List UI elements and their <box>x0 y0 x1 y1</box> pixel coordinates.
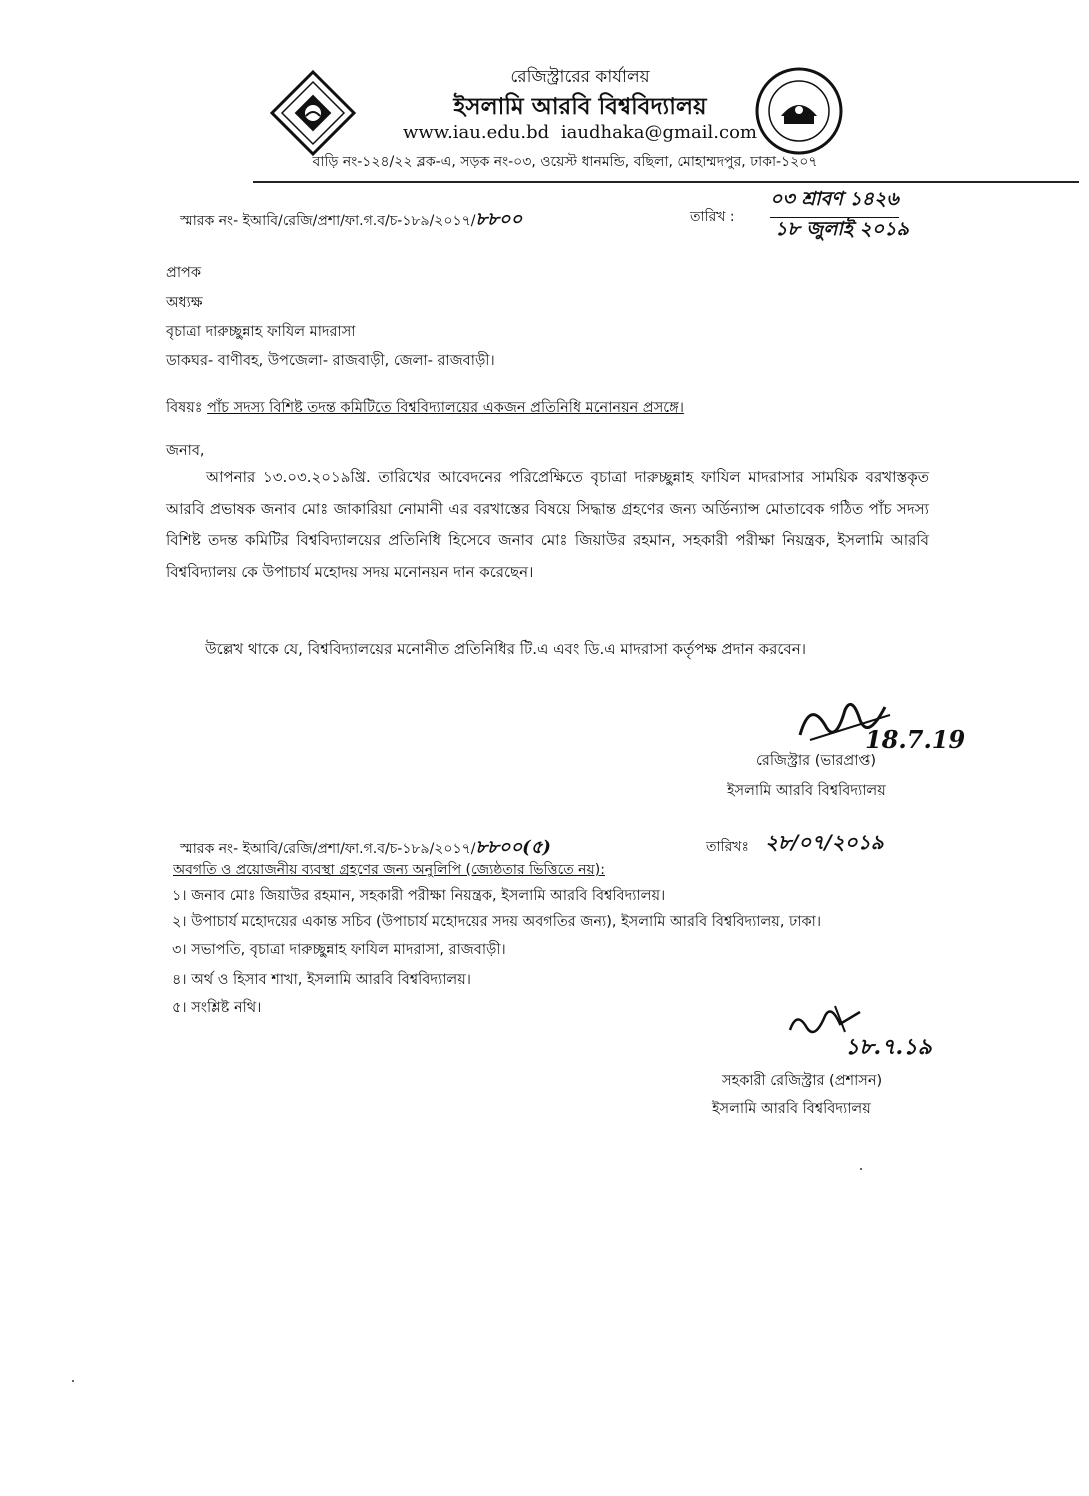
memo-ref-printed: স্মারক নং- ইআবি/রেজি/প্রশা/ফা.গ.ব/চ-১৮৯/২০১৭/ <box>180 213 476 229</box>
memo-reference <box>180 205 522 236</box>
copy-heading: অবগতি ও প্রয়োজনীয় ব্যবস্থা গ্রহণের জন্য অনুলিপি (জ্যেষ্ঠতার ভিত্তিতে নয়): <box>173 862 605 878</box>
assistant-registrar-title: সহকারী রেজিস্ট্রার (প্রশাসন) <box>722 1073 883 1089</box>
recipient-address: ডাকঘর- বাণীবহ, উপজেলা- রাজবাড়ী, জেলা- রাজবাড়ী। <box>166 353 495 369</box>
memo-date-label: তারিখ : <box>690 209 735 225</box>
registrar-signature-date: 18.7.19 <box>865 725 966 754</box>
memo-ref-handwritten: ৮৮০০ <box>475 209 523 230</box>
copy-date-label: তারিখঃ <box>706 839 749 855</box>
subject-label: বিষয়ঃ <box>166 400 203 416</box>
copy-date-handwritten: ২৮/০৭/২০১৯ <box>765 830 884 854</box>
assistant-registrar-signature-date: ১৮.৭.১৯ <box>845 1034 932 1060</box>
website-link[interactable]: www.iau.edu.bd <box>402 122 550 143</box>
list-item: ৫। সংশ্লিষ্ট নথি। <box>172 1000 262 1016</box>
copy-ref-printed: স্মারক নং- ইআবি/রেজি/প্রশা/ফা.গ.ব/চ-১৮৯/২০১৭/ <box>180 841 476 857</box>
subject-line <box>166 397 684 421</box>
address-line: বাড়ি নং-১২৪/২২ ব্লক-এ, সড়ক নং-০৩, ওয়েস্ট ধানমন্ডি, বছিলা, মোহাম্মদপুর, ঢাকা-১২০৭ <box>312 154 818 170</box>
header-rule <box>253 181 1079 183</box>
subject-text: পাঁচ সদস্য বিশিষ্ট তদন্ত কমিটিতে বিশ্ববিদ্যালয়ের একজন প্রতিনিধি মনোনয়ন প্রসঙ্গে। <box>207 400 684 416</box>
assistant-registrar-org: ইসলামি আরবি বিশ্ববিদ্যালয় <box>712 1101 871 1117</box>
memo-date-bangla: ০৩ শ্রাবণ ১৪২৬ <box>770 185 899 218</box>
body-paragraph-1: আপনার ১৩.০৩.২০১৯খ্রি. তারিখের আবেদনের পরিপ্রেক্ষিতে বৃচাত্রা দারুচ্ছুন্নাহ ফাযিল মাদরাসার সাময়িক বরখাস্তকৃত আরবি প্রভাষক জনাব মোঃ জাকারিয়া নোমানী এর বরখাস্তের বিষয়ে সিদ্ধান্ত গ্রহণের জন্য অর্ডিন্যান্স মোতাবেক গঠিত পাঁচ সদস্য বিশিষ্ট তদন্ত কমিটির বিশ্ববিদ্যালয়ের প্রতিনিধি হিসেবে জনাব মোঃ জিয়াউর রহমান, সহকারী পরীক্ষা নিয়ন্ত্রক, ইসলামি আরবি বিশ্ববিদ্যালয় কে উপাচার্য মহোদয় সদয় মনোনয়ন দান করেছেন। <box>166 468 929 581</box>
list-item: ৩। সভাপতি, বৃচাত্রা দারুচ্ছুন্নাহ ফাযিল মাদরাসা, রাজবাড়ী। <box>172 942 506 958</box>
email-link[interactable]: iaudhaka@gmail.com <box>560 122 757 143</box>
list-item: ২। উপাচার্য মহোদয়ের একান্ত সচিব (উপাচার্য মহোদয়ের সদয় অবগতির জন্য), ইসলামি আরবি বিশ্ববিদ্যালয়, ঢাকা। <box>172 914 822 930</box>
memo-date-gregorian: ১৮ জুলাই ২০১৯ <box>775 218 909 240</box>
office-name: রেজিস্ট্রারের কার্যালয় <box>510 67 650 87</box>
body-paragraph-2: উল্লেখ থাকে যে, বিশ্ববিদ্যালয়ের মনোনীত প্রতিনিধির টি.এ এবং ডি.এ মাদরাসা কর্তৃপক্ষ প্রদান করবেন। <box>205 640 807 658</box>
scan-speck <box>860 1168 862 1170</box>
left-university-logo <box>270 70 356 156</box>
recipient-label: প্রাপক <box>166 265 202 281</box>
salutation: জনাব, <box>166 443 205 459</box>
scan-speck <box>72 1380 74 1382</box>
copy-list <box>172 885 821 1023</box>
recipient-institution: বৃচাত্রা দারুচ্ছুন্নাহ ফাযিল মাদরাসা <box>166 324 356 340</box>
university-name: ইসলামি আরবি বিশ্ববিদ্যালয় <box>453 94 707 120</box>
right-seal-logo <box>754 66 844 156</box>
recipient-designation: অধ্যক্ষ <box>166 295 203 311</box>
registrar-title: রেজিস্ট্রার (ভারপ্রাপ্ত) <box>756 753 877 769</box>
copy-ref-handwritten: ৮৮০০(৫) <box>475 837 551 858</box>
contact-line <box>360 122 800 143</box>
list-item: ৪। অর্থ ও হিসাব শাখা, ইসলামি আরবি বিশ্ববিদ্যালয়। <box>172 972 471 988</box>
list-item: ১। জনাব মোঃ জিয়াউর রহমান, সহকারী পরীক্ষা নিয়ন্ত্রক, ইসলামি আরবি বিশ্ববিদ্যালয়। <box>172 888 666 904</box>
registrar-org: ইসলামি আরবি বিশ্ববিদ্যালয় <box>727 783 886 799</box>
